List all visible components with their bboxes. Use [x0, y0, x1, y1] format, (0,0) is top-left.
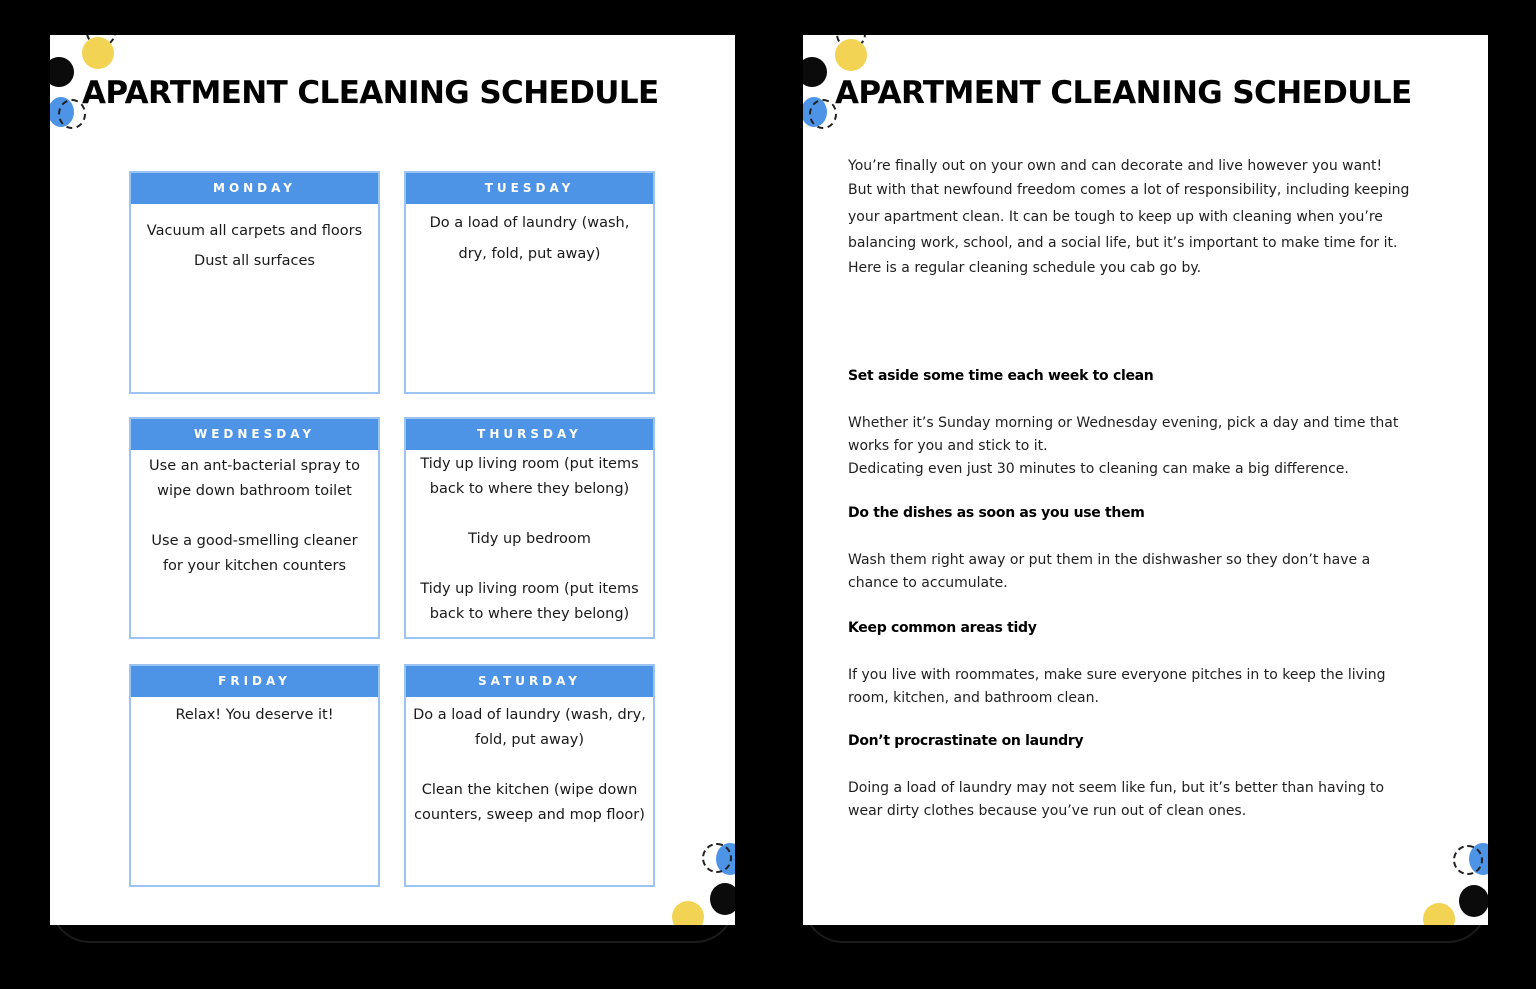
page-title: APARTMENT CLEANING SCHEDULE	[835, 75, 1412, 111]
section-paragraph: Dedicating even just 30 minutes to cleaning can make a big difference.	[848, 461, 1349, 477]
task-item: Vacuum all carpets and floors	[146, 223, 363, 239]
task-item: Tidy up living room (put items back to where they belong)	[420, 456, 639, 497]
intro-paragraph: You’re finally out on your own and can decorate and live however you want!	[848, 158, 1383, 174]
section-paragraph: Wash them right away or put them in the dishwasher so they don’t have a chance to accumulate.	[848, 552, 1371, 591]
black-circle-icon	[803, 57, 827, 87]
task-item: Do a load of laundry (wash, dry, fold, put away)	[429, 215, 630, 262]
day-card-wednesday	[129, 417, 380, 639]
yellow-circle-icon	[82, 37, 114, 69]
black-circle-icon	[50, 57, 74, 87]
day-card-saturday	[404, 664, 655, 887]
task-item: Clean the kitchen (wipe down counters, sweep and mop floor)	[414, 782, 645, 823]
section-heading: Set aside some time each week to clean	[848, 368, 1154, 384]
day-header: MONDAY	[131, 173, 378, 204]
day-header: THURSDAY	[406, 419, 653, 450]
day-card-friday	[129, 664, 380, 887]
section-paragraph: Doing a load of laundry may not seem like fun, but it’s better than having to wear dirty clothes because you’ve run out of clean ones.	[848, 780, 1385, 819]
day-header: SATURDAY	[406, 666, 653, 697]
ring-circle-icon	[1453, 845, 1483, 875]
section-body	[848, 664, 1418, 710]
task-item: Tidy up bedroom	[468, 531, 591, 547]
section-body	[848, 412, 1418, 481]
schedule-page	[50, 35, 735, 925]
ring-circle-icon	[809, 99, 837, 129]
day-header: TUESDAY	[406, 173, 653, 204]
task-item: Relax! You deserve it!	[175, 707, 334, 723]
task-item: Use an ant-bacterial spray to wipe down bathroom toilet	[149, 458, 360, 499]
black-circle-icon	[710, 883, 735, 915]
section-body	[848, 777, 1418, 823]
yellow-circle-icon	[835, 39, 867, 71]
day-card-monday	[129, 171, 380, 394]
intro-paragraph: Here is a regular cleaning schedule you cab go by.	[848, 259, 1202, 276]
day-header: WEDNESDAY	[131, 419, 378, 450]
yellow-circle-icon	[672, 901, 704, 925]
yellow-circle-icon	[1423, 903, 1455, 925]
task-item: Use a good-smelling cleaner for your kitchen counters	[151, 533, 358, 574]
tips-page	[803, 35, 1488, 925]
day-card-thursday	[404, 417, 655, 639]
section-heading: Do the dishes as soon as you use them	[848, 505, 1145, 521]
task-item: Do a load of laundry (wash, dry, fold, put away)	[413, 707, 646, 748]
day-card-tuesday	[404, 171, 655, 394]
page-title: APARTMENT CLEANING SCHEDULE	[82, 75, 659, 111]
day-header: FRIDAY	[131, 666, 378, 697]
section-heading: Don’t procrastinate on laundry	[848, 733, 1084, 749]
intro-paragraph: But with that newfound freedom comes a lot of responsibility, including keeping your apartment clean. It can be tough to keep up with cleaning when you’re balancing work, school, and a social life, but it’s important to make time for it.	[848, 182, 1410, 251]
section-paragraph: If you live with roommates, make sure everyone pitches in to keep the living room, kitchen, and bathroom clean.	[848, 667, 1386, 706]
black-circle-icon	[1459, 885, 1488, 917]
intro-text	[848, 155, 1418, 279]
section-heading: Keep common areas tidy	[848, 620, 1037, 636]
task-item: Dust all surfaces	[194, 253, 315, 269]
section-body	[848, 549, 1418, 595]
section-paragraph: Whether it’s Sunday morning or Wednesday evening, pick a day and time that works for you and stick to it.	[848, 415, 1399, 454]
task-item: Tidy up living room (put items back to where they belong)	[420, 581, 639, 622]
ring-circle-icon	[702, 843, 732, 873]
